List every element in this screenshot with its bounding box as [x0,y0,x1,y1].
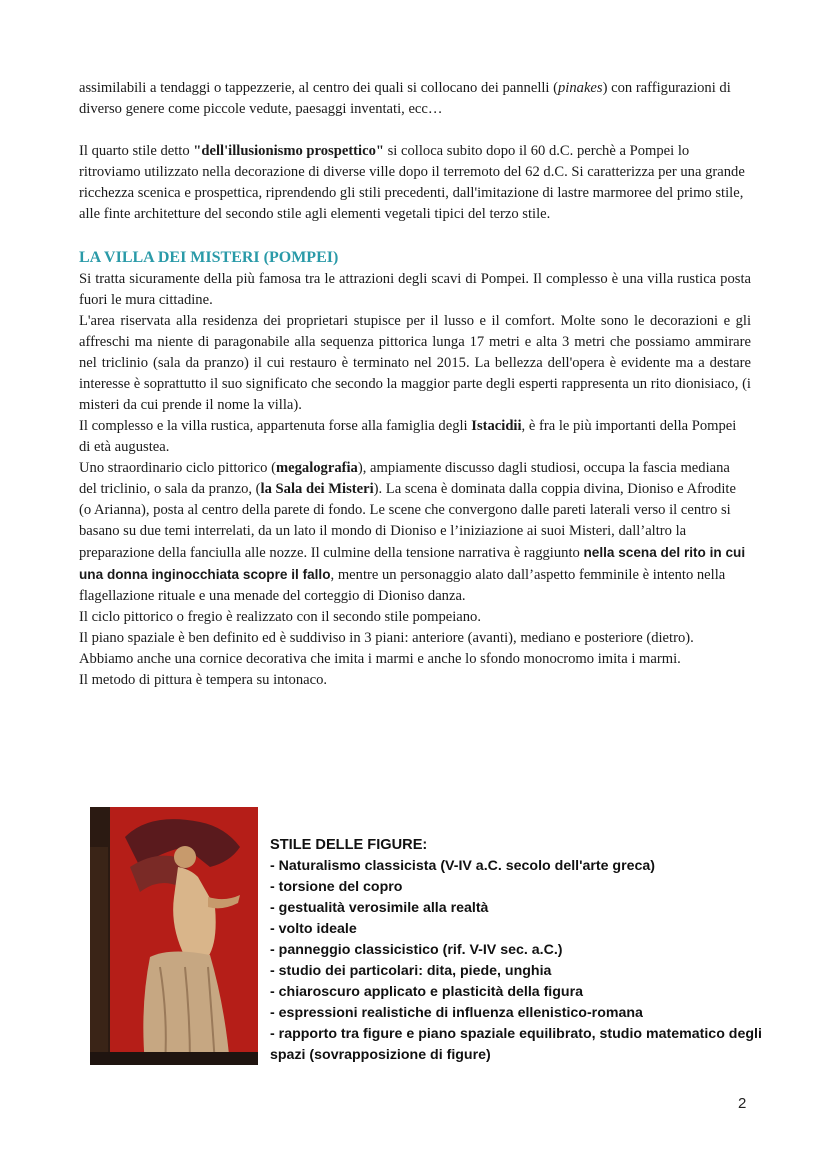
text: Il quarto stile detto [79,143,194,159]
section-paragraph-7: Abbiamo anche una cornice decorativa che imita i marmi e anche lo sfondo monocromo imita i marmi. [79,651,681,667]
intro-paragraph-2 [79,141,751,225]
list-item: - volto ideale [270,921,357,937]
text-bold: megalografia [275,460,358,476]
intro-paragraph-1 [79,78,751,120]
section-paragraph-4 [79,458,751,607]
section-paragraph-6: Il piano spaziale è ben definito ed è suddiviso in 3 piani: anteriore (avanti), mediano e posteriore (dietro). [79,630,694,646]
text-bold: Istacidii [471,418,522,434]
text: ) con raffigurazioni di diverso genere come piccole vedute, paesaggi inventati, ecc… [79,80,731,117]
section-heading: LA VILLA DEI MISTERI (POMPEI) [79,249,339,266]
page-number: 2 [738,1095,747,1112]
list-item: - studio dei particolari: dita, piede, unghia [270,963,552,979]
section-paragraph-3 [79,416,751,458]
figure-style-items [270,856,770,1066]
list-item: - chiaroscuro applicato e plasticità della figura [270,984,583,1000]
fresco-image [90,807,258,1065]
text: Il complesso e la villa rustica, appartenuta forse alla famiglia degli [79,418,472,434]
figure-block [90,807,770,1067]
text-emphasis: pinakes [558,80,603,96]
section-paragraph-2: L'area riservata alla residenza dei proprietari stupisce per il lusso e il comfort. Molte sono le decorazioni e gli affreschi ma niente di paragonabile alla sequenza pittorica lunga 17 metri e alta 3 metri che possiamo ammirare nel triclinio (sala da pranzo) il cui restauro è terminato nel 2015. La bellezza dell'opera è evidente ma a destare interesse è soprattutto il suo significato che secondo la maggior parte degli esperti rappresenta un rito dionisiaco, (i misteri da cui prende il nome la villa). [79,313,751,413]
list-item: - Naturalismo classicista (V-IV a.C. secolo dell'arte greca) [270,858,656,874]
text: ), ampiamente discusso dagli studiosi, occupa la fascia mediana del triclinio, o sala da pranzo, ( [79,460,730,497]
figure-style-list [270,835,770,1066]
text-bold: nella scena del rito in cui una donna inginocchiata scopre il fallo [79,545,746,582]
list-item: - rapporto tra figure e piano spaziale equilibrato, studio matematico degli spazi (sovrapposizione di figure) [270,1026,762,1063]
section-paragraph-1: Si tratta sicuramente della più famosa tra le attrazioni degli scavi di Pompei. Il complesso è una villa rustica posta fuori le mura cittadine. [79,271,751,308]
text-bold: la Sala dei Misteri [260,481,374,497]
text: ). La scena è dominata dalla coppia divina, Dioniso e Afrodite (o Arianna), posta al centro della parete di fondo. Le scene che convergono dalle pareti laterali verso il centro si basano su due temi interrelati, da un lato il mondo di Dioniso e l’iniziazione ai suoi Misteri, dall’altro la preparazione della fanciulla alle nozze. Il culmine della tensione narrativa è raggiunto [79,481,736,561]
figure-style-title: STILE DELLE FIGURE: [270,837,428,853]
text: , mentre un personaggio alato dall’aspetto femminile è intento nella flagellazione rituale e una menade del corteggio di Dioniso danza. [79,567,726,604]
list-item: - torsione del copro [270,879,403,895]
text: , è fra le più importanti della Pompei di età augustea. [79,418,737,455]
fresco-illustration [90,807,258,1065]
text: assimilabili a tendaggi o tappezzerie, al centro dei quali si collocano dei pannelli ( [79,80,558,96]
section-paragraph-8: Il metodo di pittura è tempera su intonaco. [79,672,328,688]
list-item: - panneggio classicistico (rif. V-IV sec. a.C.) [270,942,563,958]
page-content [79,78,751,691]
text: si colloca subito dopo il 60 d.C. perchè a Pompei lo ritroviamo utilizzato nella decorazione di diverse ville dopo il terremoto del 62 d.C. Si caratterizza per una grande ricchezza scenica e prospettica, riprendendo gli stili precedenti, dall'imitazione di lastre marmoree del primo stile, alle finte architetture del secondo stile agli elementi vegetali tipici del terzo stile. [79,143,745,222]
text: Uno straordinario ciclo pittorico ( [79,460,276,476]
section-paragraph-5: Il ciclo pittorico o fregio è realizzato con il secondo stile pompeiano. [79,609,481,625]
list-item: - espressioni realistiche di influenza ellenistico-romana [270,1005,643,1021]
list-item: - gestualità verosimile alla realtà [270,900,489,916]
text-bold: "dell'illusionismo prospettico" [193,143,384,159]
